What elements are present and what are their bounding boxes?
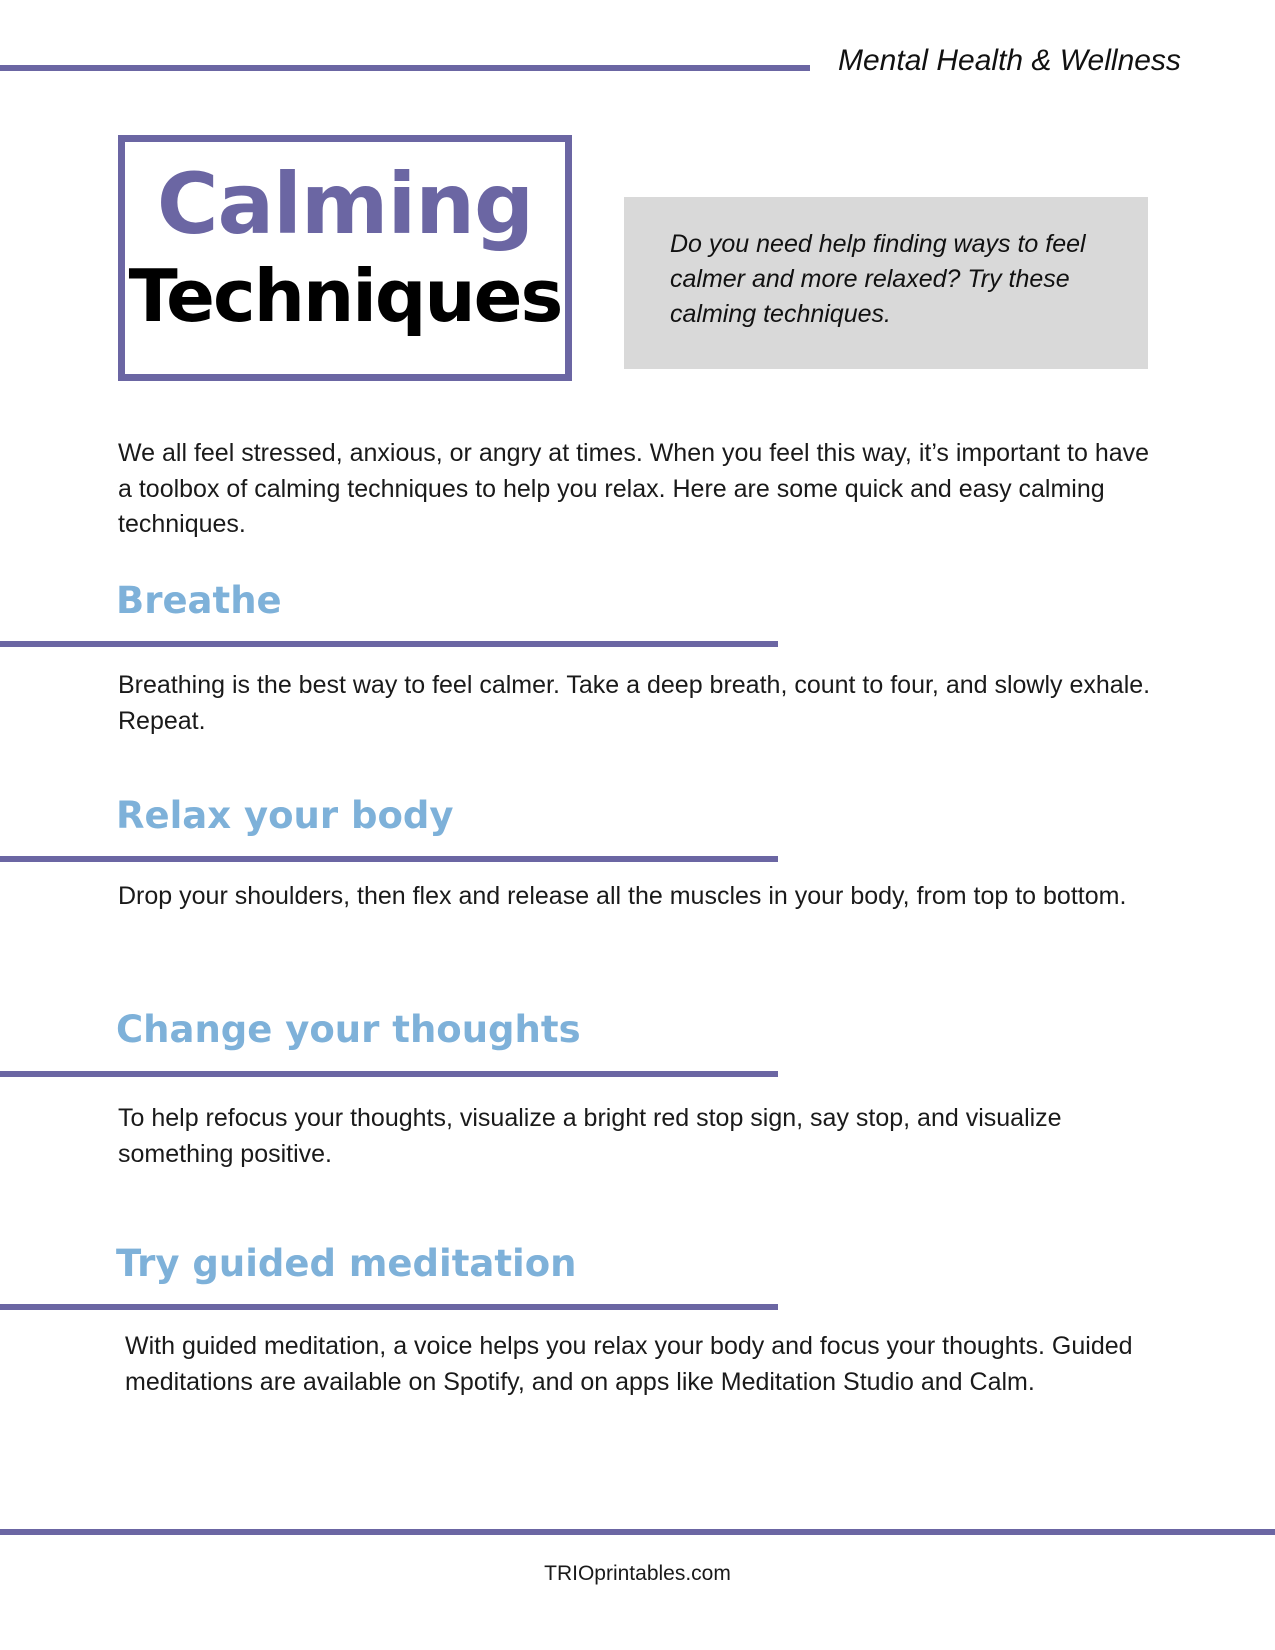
section-heading-relax-body: Relax your body [116,794,454,837]
intro-paragraph: We all feel stressed, anxious, or angry at times. When you feel this way, it’s important to have a toolbox of calming techniques to help you relax. Here are some quick and easy calming techniques. [118,439,1150,538]
section-rule [0,641,778,647]
intro-callout [624,197,1148,369]
section-heading-change-thoughts: Change your thoughts [116,1008,581,1051]
section-heading-guided-meditation: Try guided meditation [116,1242,577,1285]
section-label: Mental Health & Wellness [838,44,1181,77]
page-title-line1: Calming [156,155,534,253]
footer-rule [0,1529,1275,1535]
section-body-guided-meditation: With guided meditation, a voice helps you relax your body and focus your thoughts. Guided meditations are available on Spotify, and on apps like Meditation Studio and Calm. [125,1332,1133,1396]
section-rule [0,1304,778,1310]
footer-site: TRIOprintables.com [544,1562,731,1585]
section-rule [0,856,778,862]
callout-text: Do you need help finding ways to feel calmer and more relaxed? Try these calming techniques. [670,230,1086,328]
section-rule [0,1071,778,1077]
section-heading-breathe: Breathe [116,579,282,622]
section-body-relax-body: Drop your shoulders, then flex and release all the muscles in your body, from top to bottom. [118,882,1127,910]
page-title-line2: Techniques [128,254,562,338]
section-body-change-thoughts: To help refocus your thoughts, visualize a bright red stop sign, say stop, and visualize something positive. [118,1104,1062,1168]
section-body-breathe: Breathing is the best way to feel calmer. Take a deep breath, count to four, and slowly exhale. Repeat. [118,671,1151,735]
header-rule [0,65,810,71]
title-box [118,135,572,381]
